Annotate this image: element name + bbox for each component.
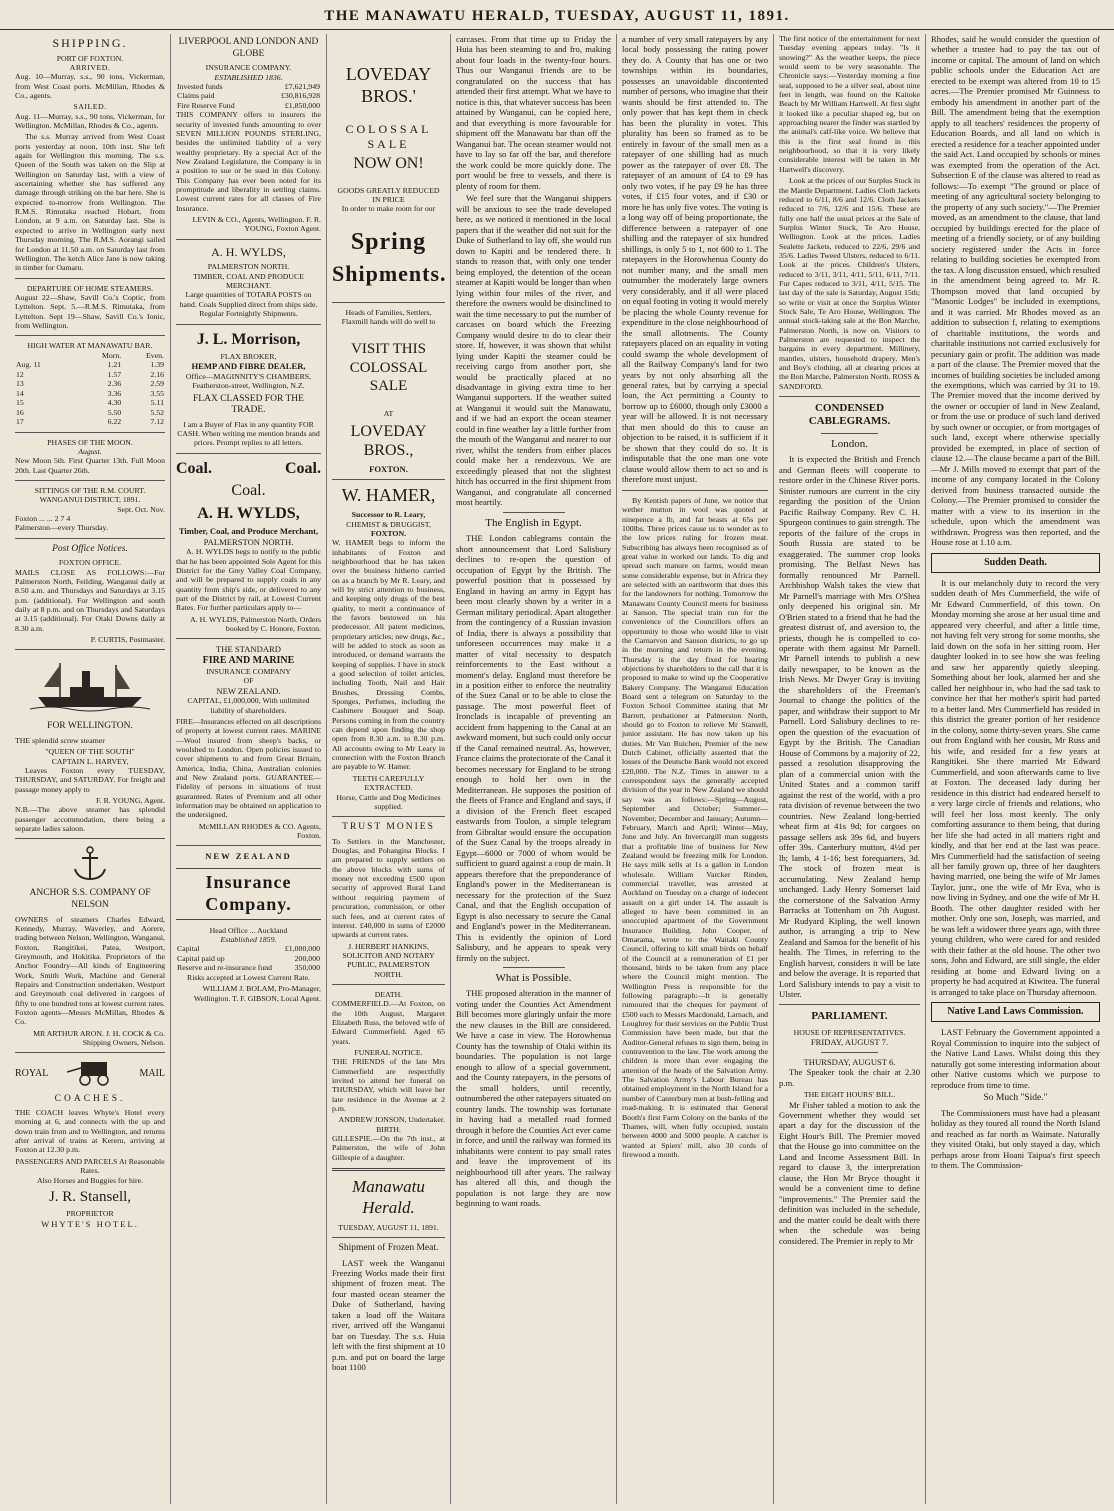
rm-court-palmerston: Palmerston—every Thursday. — [15, 523, 108, 533]
divider — [332, 816, 445, 817]
funds-table — [176, 82, 321, 111]
frozen-meat-heading: Shipment of Frozen Meat. — [338, 1242, 439, 1253]
possible-continued: a number of very small ratepayers by any local body possessing the rating power they do. A County that has one or two townships within its boundaries, possesses an unavoidable discontented number of persons, who imagine that their wants should be first attended to. The only power that has kept them in check has been the plurality in votes. This plurality has been so framed as to be entirely in favour of the small men as a ratepayer of one shilling had as much power as the ratepayer of over £8. The ratepayer of an amount of £4 to £9 has only two votes, if he pay £9 he has three votes, if £15 four votes, and if £30 or more he has only five votes. The voting is a long way off of being proportionate, the difference between a ratepayer of one shilling and the ratepayer of six hundred shillings, is only 5 to 1, not 600 to 1. The ratepayers in the Horowhenua County do not number many, and the small men outnumber the moderately large owners very considerably, and if all were placed on equal footing in voting it would merely be placing the whole County revenue for expenditure in the close neighbourhood of the small allotments. The County ratepayers placed on an equality in voting could swamp the whole development of all the Railway Company's land for two years by not only absorbing all the general rates, but by carrying a special loan, the Act permitting a County to borrow up to £6000, though only £3000 a year will be allowed. It is not necessary that men should do this to cause an objection to be raised, it is sufficient if it be shown that they could do so. It is indisputable that the one man one vote clause would allow them to act so and is therefore most unjust. — [622, 34, 768, 485]
frozen-meat-body: LAST week the Wanganui Freezing Works made their first shipment of frozen meat. The four masted ocean steamer the Duke of Sutherland, having taken a load off the Waitara river, arrived off the Wanganui bar on Tuesday. The s.s. Huia left with the first shipment at 10 p.m. and put on board the large boat 1100 — [332, 1257, 445, 1373]
liverpool-heading: LIVERPOOL AND LONDON AND GLOBE — [178, 37, 319, 59]
divider — [779, 1004, 920, 1005]
divider — [821, 433, 877, 434]
hamer-successor: Successor to R. Leary, — [351, 510, 426, 520]
wylds-heading: A. H. WYLDS, — [211, 244, 286, 259]
death-notice: COMMERFIELD.—At Foxton, on the 10th August, Margaret Elizabeth Russ, the beloved wife of Edward Cummerfield. Aged 65 years. — [332, 999, 445, 1046]
possible-heading: What is Possible. — [495, 972, 572, 985]
visit-sale: VISIT THIS COLOSSAL SALE — [349, 341, 428, 395]
divider — [503, 512, 565, 513]
divider — [176, 453, 321, 454]
wylds-coal-trade: Timber, Coal, and Produce Merchant, — [178, 526, 319, 537]
nz-head-office: Head Office ... Auckland — [209, 925, 288, 935]
house-heading: HOUSE OF REPRESENTATIVES. — [793, 1027, 906, 1037]
departure-list: August 22—Shaw, Savill Co.'s Coptic, from Lyttelton. Sept. 5.—R.M.S. Rimutaka, from Lyttelton. Sept 19—Shaw, Savill Co.'s Ionic, from Wellington. — [15, 292, 165, 330]
coaches-heading: COACHES. — [54, 1093, 126, 1104]
funeral-notice: THE FRIENDS of the late Mrs Cummerfield are respectfully invited to attend her funeral on THURSDAY, which will leave her late residence in the Avenue at 2 p.m. — [332, 1057, 445, 1114]
funds-row: Invested funds £7,621,949 — [177, 81, 320, 91]
hankins-name: J. HERBERT HANKINS, — [348, 941, 429, 951]
port-heading: PORT OF FOXTON. — [56, 53, 124, 63]
anchor-heading: ANCHOR S.S. COMPANY OF NELSON — [29, 888, 151, 910]
royal-label: ROYAL — [15, 1068, 49, 1080]
tide-row: 16 5.50 5.52 — [16, 407, 164, 417]
arrival-entry: Aug. 10—Murray, s.s., 90 tons, Vickerman, from West Coast ports. McMillan, Rhodes & Co., agents. — [15, 72, 165, 100]
liverpool-agents: LEVIN & CO., Agents, Wellington. F. R. YOUNG, Foxton Agent. — [192, 215, 321, 234]
native-land-heading: Native Land Laws Commission. — [931, 1002, 1100, 1022]
standard-heading: THE STANDARD — [216, 644, 281, 655]
now-on: NOW ON! — [353, 155, 424, 173]
hamer-body: W. HAMER begs to inform the inhabitants of Foxton and neighbourhood that he has taken over the business hitherto carried on as a branch by Mr R. Leary, and will by strict attention to business, and keeping only drugs of the best quality, to merit a continuance of the favors bestowed on his predecessor. All patent medicines, proprietary articles; new drugs, &c., will be added to stock as soon as introduced, or demand warrants the keeping of supplies. I have in stock a good selection of toilet articles, including Tooth, Nail and Hair Brushes, Dressing Combs, Sponges, Perfumes, including the Cashmere Bouquet and Soap. Persons coming in from the country can depend upon finding the shop open from 8.30 a.m. to 8.30 p.m. All accounts owing to Mr Leary in connection with the Foxton Branch are payable to W. Hamer. — [332, 538, 445, 772]
flax-heading: FLAX CLASSED FOR THE TRADE. — [193, 393, 304, 416]
heads-of-families: Heads of Families, Settlers, Flaxmill hands will do well to — [341, 307, 436, 327]
tide-header-row: Morn. Even. — [101, 350, 164, 360]
tide-row: 13 2.36 2.59 — [16, 379, 164, 389]
funds-row: Fire Reserve Fund £1,850,000 — [177, 100, 320, 110]
column-4 — [450, 34, 616, 1504]
birth-notice: GILLESPIE.—On the 7th inst., at Palmerston, the wife of John Gillespie of a daughter. — [332, 1134, 445, 1162]
herald-nameplate: Manawatu Herald. — [352, 1177, 425, 1217]
loveday-heading: LOVEDAY BROS.' — [345, 64, 432, 106]
horse-line: Horse, Cattle and Dog Medicines supplied. — [336, 792, 441, 811]
native-land-body: LAST February the Government appointed a Royal Commission to inquire into the subject of the Native Land Laws. Whilst doing this they naturally got some interesting information about other Native customs which we purpose to reproduce from time to time. — [931, 1027, 1100, 1090]
divider — [332, 984, 445, 985]
hamer-heading: W. HAMER, — [341, 485, 436, 506]
masthead — [0, 0, 1114, 30]
column-5 — [616, 34, 773, 1504]
brief-notes: By Kentish papers of June, we notice that wether mutton in wool was quoted at ninepence a lb, and fat beasts at 65s per 100lbs. Three prices cause us to wonder as to the low prices ruling for frozen meat. Subscribing has always been recognised as of great value in worked out lands. To dig and spread such manure on farms, would mean some considerable expense, but in Africa they are selected with an earthworm that does this for the landowners for nothing. Tomorrow the Manawatu County Council meets for business at Sanson. The special train run for the convenience of the Councillors offers an opportunity to those who would like to visit the Carnarvon and Sanson districts, to go up in the morning and return in the evening. Thursday is the day fixed for hearing objections by shareholders to the call that it is proposed to make to wind up the Cooperative Bakery Company. The Wanganui Education Board sent a telegram on Saturday to the Foxton School Committee stating that Mr Barrett, probationer at Palmerston North, should go to Foxton to relieve Mr Stansell, junior assistant. He has now taken up his duties. Mr Van Ruichen, Premier of the new Dutch Cabinet, officially asserted that the losses of the Deutsche Bank would not exceed £20,000. The N.Z. Times in answer to a correspondent says the generally accepted division of the year in New Zealand we should say was as follows:—Spring—August, September and October; Summer—November, December and January; Autumn—February, March and April; Winter—May, June and July. An Invercargill man suggests that a profitable line of business for New Zealand would be freezing milk for London. He says milk sells at 1s a gallon in London wholesale. William Varcker Rinden, commercial traveller, was arrested at Auckland on Tuesday on a charge of indecent assault on a girl under 14. The assault is alleged to have been committed in an unoccupied apartment of the Government Insurance Building. John Cooper, of Omarama, wrote to the Waitaki County Council, offering to kill small birds on behalf of the Council at a remuneration of £1 per thousand, birds to be taken from any place where the Council might mention. The Wellington Press is responsible for the following paragraph:—It is generally rumoured that the cheques for payment of £500 each to Messrs Macdonald, Larnach, and Loughrey for their services on the Public Trust Commission have been made, but that the Auditor-General refuses to sign them, being in contravention to the law. The work among the children is more than ever engaging the attention of the heads of the Salvation Army. The Salvation Army's Labour Bureau has obtained employment in the North Island for a number of Canterbury men at bush-felling and road-making. It is estimated that General Booth's first Farm Colony on the banks of the Thames, will, when fully occupied, sustain between 4000 and 5000 people. A catcher is wanted at Spiers' mill, also 30 cords of firewood a month. — [622, 495, 768, 1159]
at-label: AT — [383, 409, 394, 419]
post-office-sub: FOXTON OFFICE. — [58, 558, 122, 568]
ship-ad-body: Leaves Foxton every TUESDAY, THURSDAY, and SATURDAY. For freight and passage money apply to — [15, 765, 165, 794]
hankins-sub: SOLICITOR AND NOTARY PUBLIC, PALMERSTON NORTH. — [342, 950, 435, 979]
loveday-town: FOXTON. — [369, 463, 408, 474]
wylds-body: Large quantities of TOTARA POSTS on hand. Coals Supplied direct from ships side. Regular Fortnightly Shipments. — [179, 290, 318, 319]
post-office-notice: MAILS CLOSE AS FOLLOWS:—For Palmerston North, Feilding, Wanganui daily at 8.50 a.m. and Thursdays and Saturdays at 3.15 p.m. (additional). For Wellington and south daily at 8 p.m. and on Thursdays and Saturdays at 3.15 (additional). For Otaki Downs daily at 8.30 a.m. — [15, 567, 165, 633]
standard-agents: McMILLAN RHODES & CO. Agents, Foxton. — [198, 821, 321, 840]
divider — [176, 239, 321, 240]
stansell-name: J. R. Stansell, — [48, 1188, 132, 1205]
divider — [15, 432, 165, 433]
tide-row: 12 1.57 2.16 — [16, 369, 164, 379]
nz-insurance-logo: Insurance Company. — [176, 868, 321, 920]
captain: CAPTAIN L. HARVEY, — [51, 756, 129, 766]
cablegrams-body: It is expected the British and French and German fleets will cooperate to restore order in the Chinese River ports. Sinister rumours are current in the city regarding the position of the Union Pacific Railway Company. Rev C. H. Spurgeon continues to gain strength. The reports of the failure of the crops in South Russia are stated to be exaggerated. The summer crop looks promising. The Belfast News has formally renounced Mr Parnell. Archbishop Walsh takes the view that Mr Parnell's marriage with Mrs O'Shea only deepened his original sin. Mr O'Brien stated to a friend that he had the greatest distrust of, and aversion to, the priests, though he is compelled to co-operate with them against Mr Parnell. Mr Parnell intends to publish a new daily newspaper, to be known as the Irish News. Mr Dwyer Gray is inviting the shareholders of the Freeman's Journal to change the politics of the paper, and withdraw their support to Mr Parnell. Lord Salisbury declines to re-open the question of the evacuation of Egypt by the British. The Canadian House of Commons by a majority of 22, passed a resolution disapproving the plan of a commercial union with the United States and a common tariff against the rest of the world, with a pro rata division of revenue between the two countries. New Zealand long-berried wheat firm at 41s 9d; for cargoes on passage sellers ask 39s 6d, and buyers offer 39s. Canterbury mutton, 4½d per lb; lamb, 4 1-16; best forequarters, 3d. The stock of frozen meat is accumulating. New Zealand hemp unchanged. Lady Henry Somerset laid the cornerstone of the Salvation Army Barracks at Tottenham on 7th August. Mr Rudyard Kipling, the well known author, is arranging a trip to New Zealand and Samoa for the benefit of his health. The Times, in referring to the English harvest, considers it will be late and below the average. It is reported that Lord Salisbury intends to pay a visit to Ulster. — [779, 454, 920, 999]
tide-row: 17 6.22 7.12 — [16, 417, 164, 427]
coach-body: THE COACH leaves Whyte's Hotel every morning at 6, and connects with the up and down train from and to Wellington, and returns after arrival of trains at Kereru, arriving at Foxton at 12.30 p.m. — [15, 1108, 165, 1155]
divider — [15, 838, 165, 839]
coal-middle: Coal. — [231, 482, 266, 500]
standard-capital: CAPITAL, £1,000,000, With unlimited liability of shareholders. — [187, 696, 310, 715]
nz-insurance-heading: NEW ZEALAND — [205, 851, 292, 862]
sudden-death-heading: Sudden Death. — [931, 553, 1100, 573]
divider — [15, 649, 165, 650]
in-price: IN PRICE — [372, 195, 405, 205]
divider — [332, 479, 445, 480]
tide-row: 15 4.30 5.11 — [16, 398, 164, 408]
column-7 — [925, 34, 1105, 1504]
native-land-body-2: The Commissioners must have had a pleasant holiday as they toured all round the North Island and reached as far north as Waimate. Naturally they visited Otaki, but only stayed a day, which perhaps arose from Hoani Taipua's first speech to them. The Commission- — [931, 1107, 1100, 1171]
tide-heading: HIGH WATER AT MANAWATU BAR. — [27, 341, 153, 351]
so-much-side-heading: So Much "Side." — [983, 1093, 1048, 1104]
goods-reduced: GOODS GREATLY REDUCED — [337, 185, 440, 195]
column-1 — [10, 34, 170, 1504]
tide-table — [15, 351, 165, 427]
possible-body: THE proposed alteration in the manner of voting under the Counties Act Amendment Bill becomes more glaringly unfair the more the new clauses in the Bill are considered. We have a case in view. The Horowhenua County has the township of Otaki within its boundaries. The population is not large enough to allow of a special government, and the County ratepayers, in the persons of the small holders, until recently, outnumbered the other ratepayers situated on country lands. The township was fortunate in having had a metalled road formed through it before the Counties Act ever came in force, and until the railway was formed its inhabitants were content to pay small rates and leave the improvement of its neighbourhood till after years. The railway has altered all this, and though the population is not large they are now beginning to want roads. — [456, 988, 611, 1209]
passengers-line: PASSENGERS AND PARCELS At Reasonable Rates. — [15, 1156, 165, 1176]
undertaker: ANDREW JONSON, Undertaker. — [338, 1115, 445, 1125]
frozen-meat-continued: carcases. From that time up to Friday the Huia has been steaming to and fro, making about four loads in the twenty-four hours. Thus our Wanganui friends are to be congratulated on the success that has attended their first attempt. What we have to notice is this, that whatever success has been attained by Wanganui, can be copied here, and that everything is more favourable for shipment off the Manawatu bar than off the Wanganui bar. The ocean steamer would not have to lay so far off the bar, and therefore the work could be more quickly done. The port would be free to vessels, and there is plenty of room for them. — [456, 34, 611, 191]
divider — [176, 845, 321, 846]
egypt-body: THE London cablegrams contain the short announcement that Lord Salisbury declines to re-open the question of occupation of Egypt by the British. The powerful position that is possessed by England in having an army in Egypt has been most clearly shown by a writer in a German military periodical. Apart altogether from the contingency of a Russian invasion of India, there is always a possibility that unforeseen occurrences may make it a matter of vital necessity to despatch reinforcements to the East without a moment's delay. England must therefore be in a position either to enforce the neutrality of the Suez Canal or to be able to close the passage. The most powerful fleet of Ironclads is incapable of preventing an accident from happening to the Canal at an awkward moment, but such could only occur if the Canal remained neutral. As, however, France claims the protectorate of the Canal it becomes necessary for England to be strong enough to hold her own in the Mediterranean. He supposes the position of the fleets of France and England and says, if a division of the French fleet escaped eastwards from Toulon, a simple telegram from Gibraltar would ensure the occupation of the Suez Canal by the troops already in Egypt—6000 or 7000 of whom would be sufficient to guard against a coup de main. It appears therefore that the preponderance of England's power in the Mediterranean is necessary for the protection of the Suez Canal, and that the English occupation of Egypt is also necessary to secure the Canal and England's power in the Mediterranean. This is evidently the opinion of Lord Salisbury, and he appears to speak very firmly on the subject. — [456, 533, 611, 963]
nz-established: Established 1859. — [220, 935, 277, 945]
wylds-trade: TIMBER, COAL AND PRODUCE MERCHANT. — [192, 271, 305, 291]
shipments: Shipments. — [332, 260, 447, 286]
wylds-coal-body: A. H. WYLDS begs to notify to the public that he has been appointed Sole Agent for this District for the Grey Valley Coal Company, and will be prepared to supply coals in any quantity from ship's side, or delivered to any part of the District by rail, at Lowest Current Rates. For further particulars apply to— — [176, 547, 321, 613]
egypt-heading: The English in Egypt. — [485, 516, 582, 529]
divider — [503, 967, 565, 968]
wylds-coal-sign: A. H. WYLDS, Palmerston North. Orders booked by C. Honore, Foxton. — [190, 614, 321, 633]
trust-body: To Settlers in the Manchester, Douglas, and Pohangina Blocks. I am prepared to supply settlers on the above blocks with sums of money not exceeding £500 upon security of approved Rural Land without requiring payment of procuration, commission, or other such fees, and at current rates of interest. £40,000 in sums of £2000 upwards at current rates. — [332, 836, 445, 940]
teeth-line: TEETH CAREFULLY EXTRACTED. — [352, 773, 425, 793]
morrison-name: J. L. Morrison, — [196, 330, 301, 348]
divider — [15, 480, 165, 481]
divider — [332, 302, 445, 303]
parliament-continued: Rhodes, said he would consider the question of whether a trustee had to pay the tax out of income or capital. The amount of land on which public schools under the Education Act are erected to be exempt was altered from 10 to 15 acres.—The Premier promised Mr Guinness to embody his amendment in another part of the Bill. The amendment being that the exemption apply to all teachers' residences the property of Education Boards, and all land on which is erected a residence for a teacher appointed under the said Act. Land occupied by schools or mines was exempted from the operation of the Act. Subsection E of the clause was altered to read as follows:—To exempt "The ground or place of meeting of any agricultural society belonging to the property of any such society."—The Premier moved, as an amendment to the clause, that land occupied by buildings erected for the place of meeting of a friendly society, or of any building society registered under the Acts in force relating to building societies be exempted from the tax. A long discussion ensued, which resulted in the amendment being agreed to. Mr R. Thompson moved that land occupied by "Masonic Lodges" be included in exemptions, and it was carried. Mr Rhodes moved as an addition to subsection f, relating to exemptions of charitable institutions, the words and charitable institutions not carried exclusively for pecuniary gain or profit. The addition was made a part of the clause. The Premier moved that the incomes of building societies be included among the exemptions, which was carried by 31 to 19. The Premier moved that the income derived by the owner or occupier of land in New Zealand, or from the use or produce of such land derived by such owner or occupier, or from mortgages of such land, except where otherwise specially provided be exempted, in place of section of clause 12.—The clause became a part of the Bill.—Mr J. Mills moved to exempt that part of the income of any company located in the Colony derived from business transacted outside the Colony.—The Premier promised to consider the matter with a view to its insertion in the schedule, upon which the amendment was withdrawn. Progress was then reported, and the House rose at 1.10 a.m. — [931, 34, 1100, 548]
ship-agent: F. R. YOUNG, Agent. — [95, 796, 165, 805]
liverpool-body: THIS COMPANY offers to insurers the security of invested funds amounting to over SEVEN MILLION POUNDS STERLING, besides the unlimited liability of a very wealthy proprietary. By a special Act of the New Zealand Legislature, the Company is in a position to sue or be sued in this Colony. This Company has ever been noted for its promptitude and liberality in settling claims. Lowest current rates for all classes of Fire Insurance. — [176, 110, 321, 213]
death-heading: DEATH. — [374, 989, 403, 999]
tide-row: 14 3.36 3.55 — [16, 388, 164, 398]
spring: Spring — [350, 228, 427, 255]
standard-nz: NEW ZEALAND. — [216, 685, 281, 696]
mail-label: MAIL — [139, 1068, 165, 1080]
divider — [332, 1168, 445, 1171]
moon-month: August. — [78, 446, 102, 456]
capital-row: Reserve and re-insurance fund 350,000 — [177, 963, 320, 973]
column-6 — [773, 34, 925, 1504]
local-notes: The first notice of the entertainment for next Tuesday evening appears today. "Is it snowing?" As the weather keeps, the piece would seem to be very seasonable. The Chronicle says:—Yesterday morning a fine seal, supposed to be a silver seal, about nine feet in length, was found on the Kaitoke Beach by Mr William Hartwell. At first sight it looked like a peculiar shaped eg, but on approaching nearer the finder was startled by the animal's calf-like voice. We believe that this is the first seal found in this neighbourhood, so that it is very likely considerable interest will be taken in Mr Hartwell's discovery. — [779, 34, 920, 174]
colossal-sale: COLOSSAL SALE — [345, 121, 432, 151]
sudden-death-body: It is our melancholy duty to record the very sudden death of Mrs Cummerfield, the wife of Mr Edward Cummerfield, of this town. On Monday morning she arose at her usual time and appeared very cheerful, and after a little time, not having felt very strong for some months, she laid down on the sofa in her sitting room. Her daughter looked in to see how she was feeling and saw her apparently quietly sleeping. Something about her look, alarmed her and she called her neighbour in, who had the sad task to convince her that her mother's spirit had parted to a better land. Mrs Cummerfield has resided in this district the greater portion of her residence in the colony, some thirty-seven years. She came out from England with her cousin, Mr Russ and his wife, and resided for a few years at Rangitikei. She there married Mr Edward Cummerfield, and soon afterwards came to live at Foxton. The deceased lady during her residence in this district had endeared herself to a very large circle of friends and relations, who will feel her loss most keenly. The only comforting assurance to them being, that during her life she had acted in all matters right and kindly, and that her end at the last was peace. Mrs Cummerfield had the satisfaction of seeing all her family grown up, three of her daughters having married, one being the wife of Mr James Taylor, junr., one the wife of Mr Eva, who is now living in Sydney, and one the wife of Mr H. Booth. The other daughter resided with her mother. Only one son, Joseph, was married, and he was left a widower three years ago, with three young children, who were cared for and resided with their father at the old house. The other two sons, John and Edward, are still single, the elder residing at home and Edward living on a property he had acquired at Kiwitea. The funeral is arranged to take place on Thursday afternoon. — [931, 577, 1100, 997]
capital-row: Capital paid up 200,000 — [177, 953, 320, 963]
standard-sub: FIRE AND MARINE — [202, 654, 295, 666]
rm-court-months: Sept. Oct. Nov. — [117, 504, 165, 514]
ship-note: N.B.—The above steamer has splendid passenger accommodation, there being a separate ladies saloon. — [15, 805, 165, 834]
shipping-news: The s.s. Murray arrived from West Coast ports yesterday at noon, 10th inst. She left again for Wellington this morning. The s.s. Queen of the South was taken on the Slip at Wellington on Saturday last, with a view of ascertaining whether she has suffered any damage through striking on the bar here. She is expected to-morrow from Wellington. The R.M.S. Rimutaka reached Hobart, from London, at 9 a.m. on Saturday last. She is expected to arrive in Wellington early next Thursday morning. The R.M.S. Aorangi sailed for London at 11.50 a.m. on Saturday last from Wellington. The ketch Alice Jane is now taking in timber for Oamaru. — [15, 132, 165, 273]
anchor-icon — [15, 844, 165, 884]
divider — [176, 324, 321, 325]
departure-heading: DEPARTURE OF HOME STEAMERS. — [26, 283, 154, 293]
funds-row: Claims paid £30,816,928 — [177, 91, 320, 101]
liverpool-est: ESTABLISHED 1836. — [214, 72, 283, 82]
anchor-sign: MR ARTHUR ARON. J. H. COCK & Co. Shipping Owners, Nelson. — [33, 1028, 165, 1047]
capital-row: Capital £1,000,000 — [177, 944, 320, 954]
column-2 — [170, 34, 326, 1504]
rm-court-heading: SITTINGS OF THE R.M. COURT. — [34, 485, 146, 495]
coal-banner: Coal. Coal. — [176, 459, 321, 477]
moon-heading: PHASES OF THE MOON. — [47, 437, 133, 447]
speaker-line: The Speaker took the chair at 2.30 p.m. — [779, 1067, 920, 1088]
coach-icon — [67, 1058, 121, 1090]
herald-date: TUESDAY, AUGUST 11, 1891. — [338, 1222, 439, 1232]
make-room: In order to make room for our — [341, 204, 436, 214]
loveday-footer: LOVEDAY BROS., — [350, 422, 427, 460]
ship-ad-intro: THE splendid screw steamer — [15, 735, 105, 745]
flax-body: I am a Buyer of Flax in any quantity FOR CASH. When writing me mention brands and prices. Prompt replies to all letters. — [177, 419, 320, 448]
ship-ad-heading: FOR WELLINGTON. — [47, 721, 133, 732]
postmaster-sign: P. CURTIS, Postmaster. — [90, 635, 165, 645]
rm-court-foxton: Foxton ... ... 2 7 4 — [15, 514, 71, 523]
divider — [15, 1052, 165, 1053]
morrison-office: Office—MAGINNITY'S CHAMBERS, Featherston-street, Wellington, N.Z. — [185, 371, 312, 391]
funeral-heading: FUNERAL NOTICE. — [354, 1047, 423, 1057]
london-heading: London. — [831, 437, 868, 450]
divider — [821, 1052, 877, 1053]
cablegrams-heading: CONDENSED CABLEGRAMS. — [808, 402, 891, 428]
divider — [622, 490, 768, 491]
masthead-title: THE MANAWATU HERALD, TUESDAY, AUGUST 11, 1891. — [324, 8, 790, 24]
standard-of: OF — [243, 676, 254, 686]
wylds-coal-heading: A. H. WYLDS, — [197, 504, 300, 522]
eight-hours-heading: THE EIGHT HOURS' BILL. — [803, 1090, 896, 1100]
standard-body: FIRE—Insurances effected on all descriptions of property at lowest current rates. MARINE—Wool insured from sheep's backs, or woolshed to London. Open policies issued to cover shipments to and from Great Britain, America, India, China, Australian colonies and New Zealand ports. GUARANTEE—Fidelity of persons in situations of trust guaranteed. Rates of Premium and all other information may be obtained on application to the undersigned, — [176, 716, 321, 820]
trust-heading: TRUST MONIES — [342, 822, 435, 833]
rm-court-district: WANGANUI DISTRICT, 1891. — [39, 495, 141, 505]
shipping-heading: SHIPPING. — [52, 36, 128, 50]
nz-sign: WILLIAM J. BOLAM, Pro-Manager, Wellington. T. F. GIBSON, Local Agent. — [193, 984, 321, 1003]
parliament-heading: PARLIAMENT. — [811, 1010, 888, 1023]
friday-date: FRIDAY, AUGUST 7. — [810, 1037, 889, 1048]
thursday-date: THURSDAY, AUGUST 6. — [803, 1056, 896, 1067]
morrison-trade: FLAX BROKER, — [220, 352, 277, 362]
nz-risks: Risks accepted at Lowest Current Rate. — [187, 972, 310, 982]
divider — [176, 638, 321, 639]
parliament-body: Mr Fisher tabled a motion to ask the Government whether they would set apart a day for the discussion of the Eight Hour's Bill. The Premier moved that the House go into committee on the Land and Income Assessment Bill. In regard to clause 3, the interpretation clause, the Hon Mr Bryce thought it would be a convenient time to define "improvements." The Premier said the definition was included in the schedule, and the matter could be dealt with there when the schedule was being considered. The Premier in reply to Mr — [779, 1099, 920, 1246]
ship-name: "QUEEN OF THE SOUTH" — [45, 747, 135, 757]
moon-phases: New Moon 5th. First Quarter 13th. Full Moon 20th. Last Quarter 26th. — [15, 456, 165, 475]
frozen-meat-para2: We feel sure that the Wanganui shippers will be anxious to see the trade developed here, as we noticed it mentioned in the local papers that if the weather did not suit for the Duke of Sutherland to lay off, she would run down to Kapiti and be tendered there. It stands to reason that, with only one tender being employed, the detention of the ocean steamer at Kapiti would be longer than when lying within four miles of the river, and therefore the owners would be disinclined to wait the time necessary to put the number of carcases on board which the Freezing Company would desire to do to clear their store. If, however, it was shown that whilst lying under Kapiti the steamer could be receiving cargo from another port, she would be practically placed at no disadvantage in giving extra time to her Wanganui supporters. If the weather suited at Wanganui it would suit the Manawatu, and if we had an export the ocean steamer could in fine weather lay a little further from the mouth of the Wanganui and nearer to our river, whilst the tenders from either places could make her a rendezvous. We are exceedingly pleased that not the slightest hitch has occurred in the first shipment from Wanganui, and congratulate all concerned most heartily. — [456, 193, 611, 508]
hamer-chemist: CHEMIST & DRUGGIST, — [346, 519, 431, 529]
divider — [332, 1237, 445, 1238]
steamship-icon — [15, 655, 165, 717]
sailed-label: SAILED. — [73, 102, 107, 112]
birth-heading: BIRTH. — [376, 1124, 401, 1134]
royal-mail-banner — [15, 1058, 165, 1090]
liverpool-sub: INSURANCE COMPANY. — [205, 63, 292, 73]
sale-notices: Look at the prices of our Surplus Stock in the Mantle Department. Ladies Cloth Jackets reduced to 6/11, 8/6 and 12/6. Cloth Jackets reduced to 7/6, 12/6 and 15/6. These are fully one half the usual prices at the Sale of Surplus Winter Stock, Te Aro House, Wellington. Look at the prices. Ladies Sealette Jackets, reduced to 22/6, 29/6 and 35/6. Ladies Tweed Ulsters, reduced to 6/11. Look at the prices. Children's Ulsters, reduced to 3/11, 3/11, 4/11, 5/11, 6/11, 7/11. Fur Capes reduced to 3/11, 4/11, 5/15. The last day of the sale is Saturday, August 15th; so write or visit at once the Surplus Winter Stock Sale, Te Aro House, Wellington. The annual stock-taking sale at the Bon Marche, Palmerston North, is now on. Visitors to Palmerston are requested to inspect the bargains in every department. Millinery, mantles, ulsters, household drapery, Men's and Boy's clothing, all at clearing prices at the Bon Marche, Palmerston North. ROSS & SANDFORD. — [779, 176, 920, 391]
stansell-hotel: WHYTE'S HOTEL. — [41, 1218, 139, 1229]
anchor-body: OWNERS of steamers Charles Edward, Kennedy, Murray, Waverley, and Aorere, trading between Nelson, Wellington, Wanganui, Foxton, Rangitikei, Patea, Westport, Greymouth, and Hokitika. Proprietors of the Anchor Foundry—All kinds of Engineering Work, Smith Work, Machine and General Repairs and Construction undertaken. Westport and Greymouth coal delivered in cargoes of fifty to one hundred tons at lowest current rates. Foxton agents—Messrs McMillan, Rhodes & Co. — [15, 914, 165, 1027]
sailing-entry: Aug. 11—Murray, s.s., 90 tons, Vickerman, for Wellington. McMillan, Rhodes & Co., agents. — [15, 111, 165, 131]
horses-line: Also Horses and Buggies for hire. — [36, 1175, 144, 1185]
wylds-place: PALMERSTON NORTH. — [207, 262, 290, 272]
divider — [779, 396, 920, 397]
divider — [15, 278, 165, 279]
nz-capital-table — [176, 944, 321, 973]
stansell-title: PROPRIETOR — [66, 1209, 114, 1219]
divider — [15, 335, 165, 336]
divider — [15, 538, 165, 539]
morrison-trade2: HEMP AND FIBRE DEALER, — [191, 361, 306, 372]
standard-sub2: INSURANCE COMPANY — [206, 667, 291, 676]
post-office-heading: Post Office Notices. — [52, 543, 128, 554]
arrived-label: ARRIVED. — [69, 62, 111, 72]
hamer-town: FOXTON. — [370, 528, 407, 538]
wylds-coal-place: PALMERSTON NORTH. — [203, 536, 294, 547]
tide-row: Aug. 11 1.21 1.39 — [16, 360, 164, 370]
column-3 — [326, 34, 450, 1504]
